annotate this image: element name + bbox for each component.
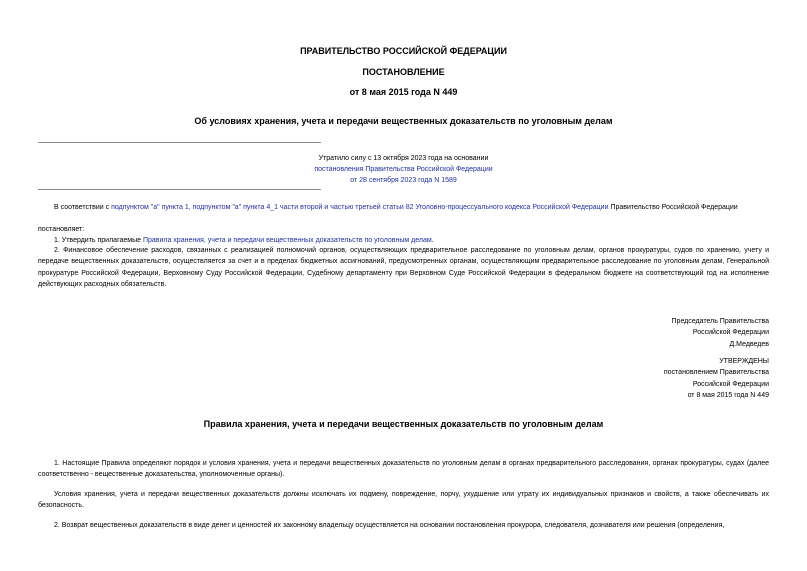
signature-block bbox=[672, 316, 769, 350]
preamble-prefix: В соответствии с bbox=[54, 204, 112, 211]
approved-block bbox=[664, 356, 769, 401]
status-line-1: Утратило силу с 13 октября 2023 года на основании bbox=[318, 155, 489, 162]
preamble-suffix: Правительство Российской Федерации bbox=[608, 204, 738, 211]
approved-by: постановлением Правительства bbox=[663, 369, 769, 377]
status-link-date[interactable]: от 28 сентября 2023 года N 1589 bbox=[350, 177, 457, 184]
item-2: 2. Финансовое обеспечение расходов, связанных с реализацией полномочий органов, осуществляющих предварительное расследование по уголовным делам, органов прокуратуры, судов по хранению, учету и передаче вещественных доказательств, осуществляется за счет и в пределах бюджетных ассигнований, предусмотренных органам, осуществляющим предварительное расследование по уголовным делам, Генеральной прокуратуре Российской Федерации, Верховному Суду Российской Федерации, Судебному департаменту при Верховном Суде Российской Федерации в федеральном бюджете на соответствующий год на исполнение действующих расходных обязательств. bbox=[38, 247, 769, 288]
decides-label: постановляет: bbox=[38, 226, 85, 233]
doc-type-heading: ПОСТАНОВЛЕНИЕ bbox=[362, 67, 445, 77]
divider-bottom bbox=[38, 189, 321, 190]
item-1-suffix: . bbox=[431, 237, 434, 244]
divider-top bbox=[38, 142, 321, 143]
rules-title: Правила хранения, учета и передачи вещественных доказательств по уголовным делам bbox=[203, 419, 604, 429]
status-link-resolution[interactable]: постановления Правительства Российской Федерации bbox=[314, 166, 493, 173]
doc-title: Об условиях хранения, учета и передачи вещественных доказательств по уголовным делам bbox=[194, 116, 613, 126]
approved-date: от 8 мая 2015 года N 449 bbox=[687, 391, 769, 399]
rules-paragraph-3: 2. Возврат вещественных доказательств в виде денег и ценностей их законному владельцу осуществляется на основании постановления прокурора, следователя, дознавателя или решения (определения, bbox=[54, 522, 725, 529]
signature-title: Председатель Правительства bbox=[671, 318, 769, 325]
rules-paragraph-2: Условия хранения, учета и передачи вещественных доказательств должны исключать их подмену, повреждение, порчу, ухудшение или утрату их индивидуальных признаков и свойств, а также обеспечивать их безопасность. bbox=[38, 491, 769, 510]
item-1-prefix: 1. Утвердить прилагаемые bbox=[54, 237, 143, 244]
approved-country: Российской Федерации bbox=[692, 380, 769, 388]
preamble-paragraph bbox=[54, 202, 769, 213]
government-heading: ПРАВИТЕЛЬСТВО РОССИЙСКОЙ ФЕДЕРАЦИИ bbox=[300, 46, 507, 56]
approved-label: УТВЕРЖДЕНЫ bbox=[719, 358, 769, 365]
rules-paragraph-1: 1. Настоящие Правила определяют порядок и условия хранения, учета и передачи вещественных доказательств по уголовным делам в органах предварительного расследования, органах прокуратуры, судах (далее соответственно - вещественные доказательства, уполномоченные органы). bbox=[38, 460, 769, 479]
signature-country: Российской Федерации bbox=[692, 329, 769, 337]
doc-date: от 8 мая 2015 года N 449 bbox=[349, 87, 458, 97]
rules-link[interactable]: Правила хранения, учета и передачи вещественных доказательств по уголовным делам bbox=[142, 237, 432, 244]
signature-name: Д.Медведев bbox=[729, 340, 769, 348]
preamble-code-link[interactable]: подпунктом "а" пункта 1, подпунктом "а" пункта 4_1 части второй и частью третьей статьи 82 Уголовно-процессуального кодекса Российской Федерации bbox=[111, 204, 609, 211]
